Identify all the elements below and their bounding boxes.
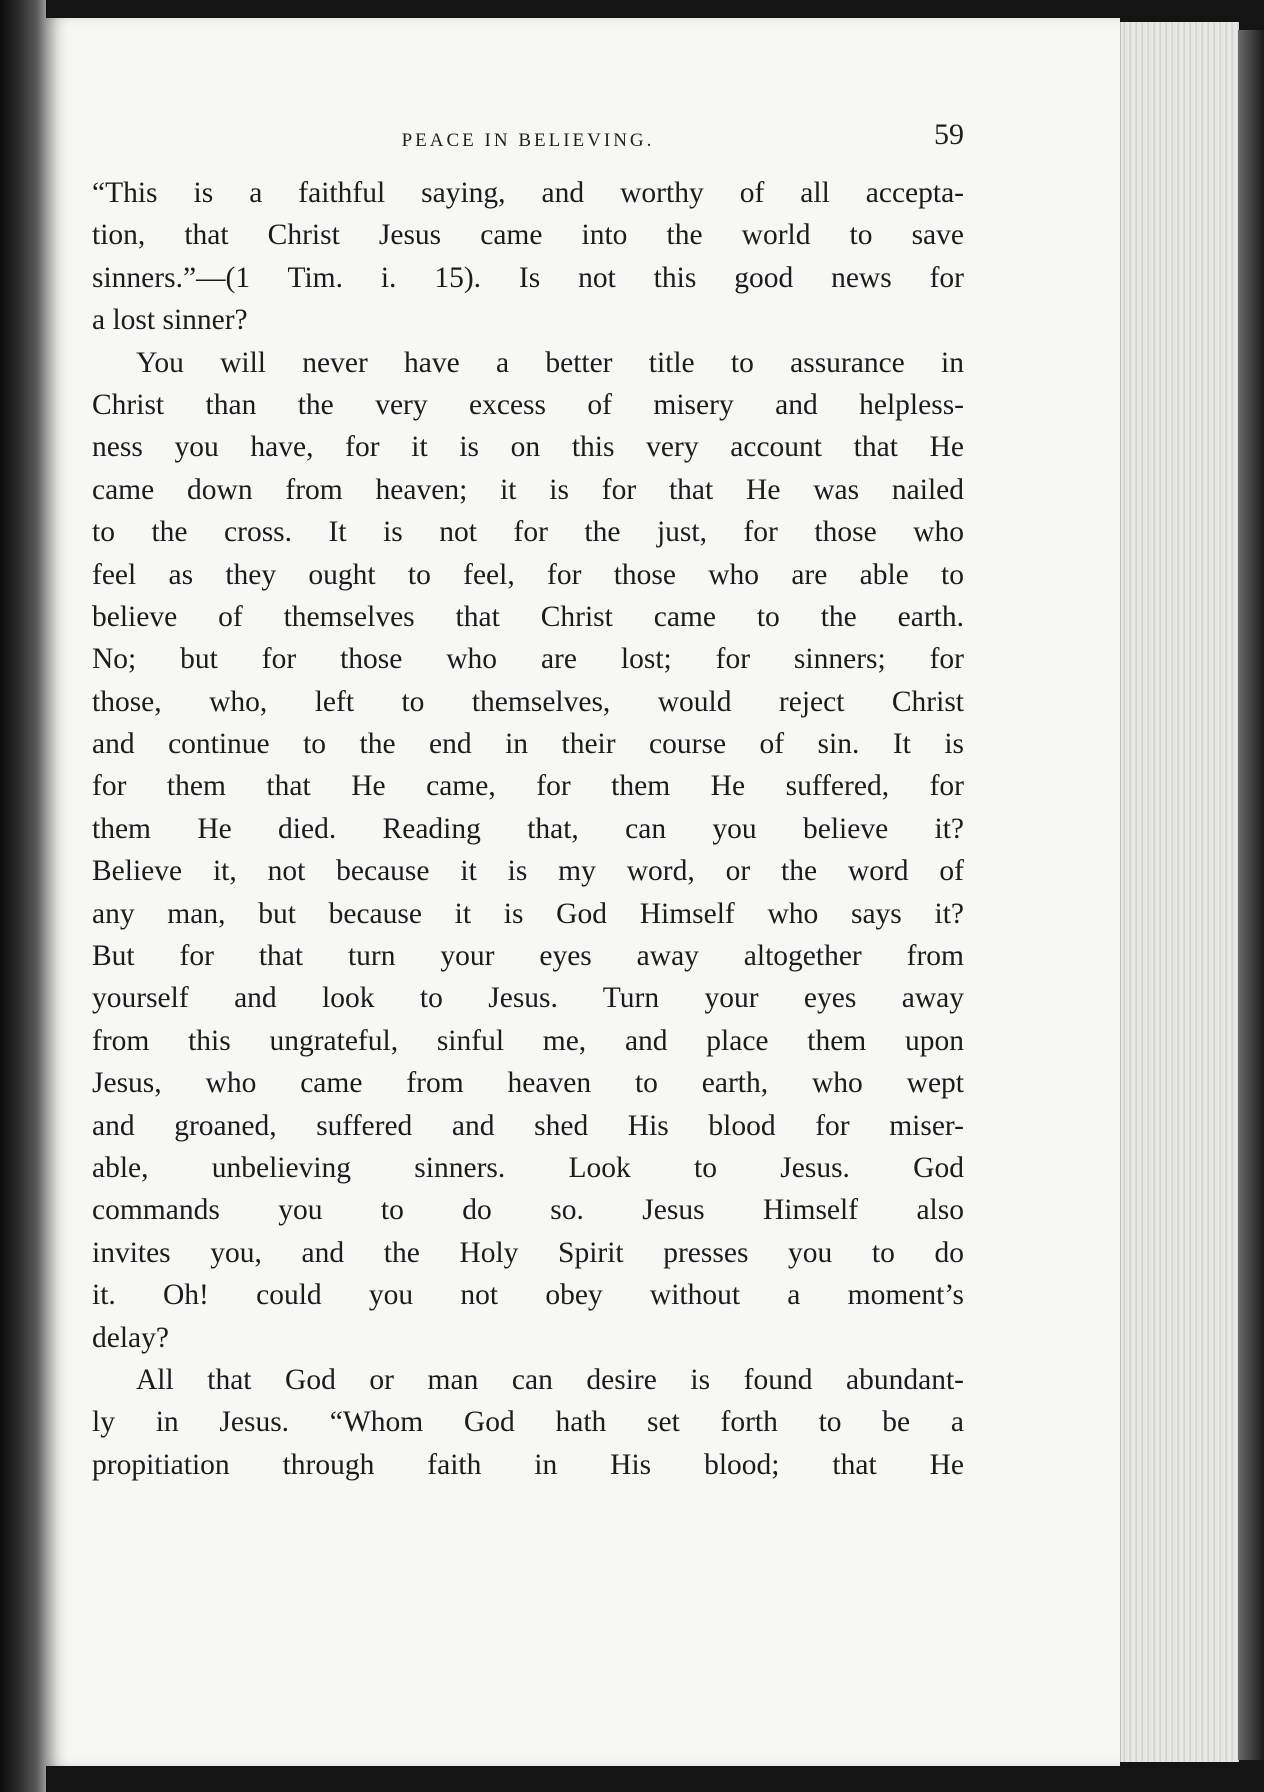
text-line: Believe it, not because it is my word, or the word of — [92, 855, 964, 888]
text-line: feel as they ought to feel, for those who are able to — [92, 558, 964, 591]
book-cover-edge — [1238, 30, 1264, 1760]
text-line: able, unbelieving sinners. Look to Jesus. God — [92, 1151, 964, 1184]
text-line: to the cross. It is not for the just, for those who — [92, 516, 964, 549]
text-line: those, who, left to themselves, would reject Christ — [92, 685, 964, 718]
text-line: came down from heaven; it is for that He was nailed — [92, 473, 964, 506]
text-line: “This is a faithful saying, and worthy of all accepta- — [92, 177, 964, 209]
text-line: tion, that Christ Jesus came into the world to save — [92, 219, 964, 252]
text-line: yourself and look to Jesus. Turn your eyes away — [92, 982, 964, 1015]
text-line: Jesus, who came from heaven to earth, who wept — [92, 1067, 964, 1100]
text-line: it. Oh! could you not obey without a moment’s — [92, 1279, 964, 1312]
text-line: them He died. Reading that, can you believe it? — [92, 812, 964, 845]
text-line: and groaned, suffered and shed His blood for miser- — [92, 1109, 964, 1142]
page-number: 59 — [934, 118, 964, 151]
text-line: All that God or man can desire is found abundant- — [136, 1363, 964, 1396]
text-line: believe of themselves that Christ came to the earth. — [92, 600, 964, 633]
body-text — [92, 172, 964, 1486]
text-line: Christ than the very excess of misery and helpless- — [92, 388, 964, 421]
text-line: ness you have, for it is on this very account that He — [92, 431, 964, 464]
text-line: delay? — [92, 1321, 169, 1354]
text-line: But for that turn your eyes away altogether from — [92, 940, 964, 973]
text-line: propitiation through faith in His blood; that He — [92, 1448, 964, 1481]
text-line: invites you, and the Holy Spirit presses you to do — [92, 1236, 964, 1269]
text-line: a lost sinner? — [92, 304, 248, 337]
page-header — [92, 118, 964, 158]
text-line: any man, but because it is God Himself who says it? — [92, 897, 964, 930]
running-head: PEACE IN BELIEVING. — [401, 130, 655, 151]
text-line: and continue to the end in their course of sin. It is — [92, 728, 964, 761]
text-line: sinners.”—(1 Tim. i. 15). Is not this good news for — [92, 261, 964, 294]
book-gutter — [0, 0, 46, 1792]
text-line: for them that He came, for them He suffered, for — [92, 770, 964, 803]
text-line: ly in Jesus. “Whom God hath set forth to be a — [92, 1406, 964, 1439]
text-line: commands you to do so. Jesus Himself also — [92, 1194, 964, 1227]
text-line: No; but for those who are lost; for sinners; for — [92, 643, 964, 676]
page-edges — [1120, 22, 1239, 1762]
text-line: from this ungrateful, sinful me, and place them upon — [92, 1024, 964, 1057]
text-line: You will never have a better title to assurance in — [136, 346, 964, 379]
